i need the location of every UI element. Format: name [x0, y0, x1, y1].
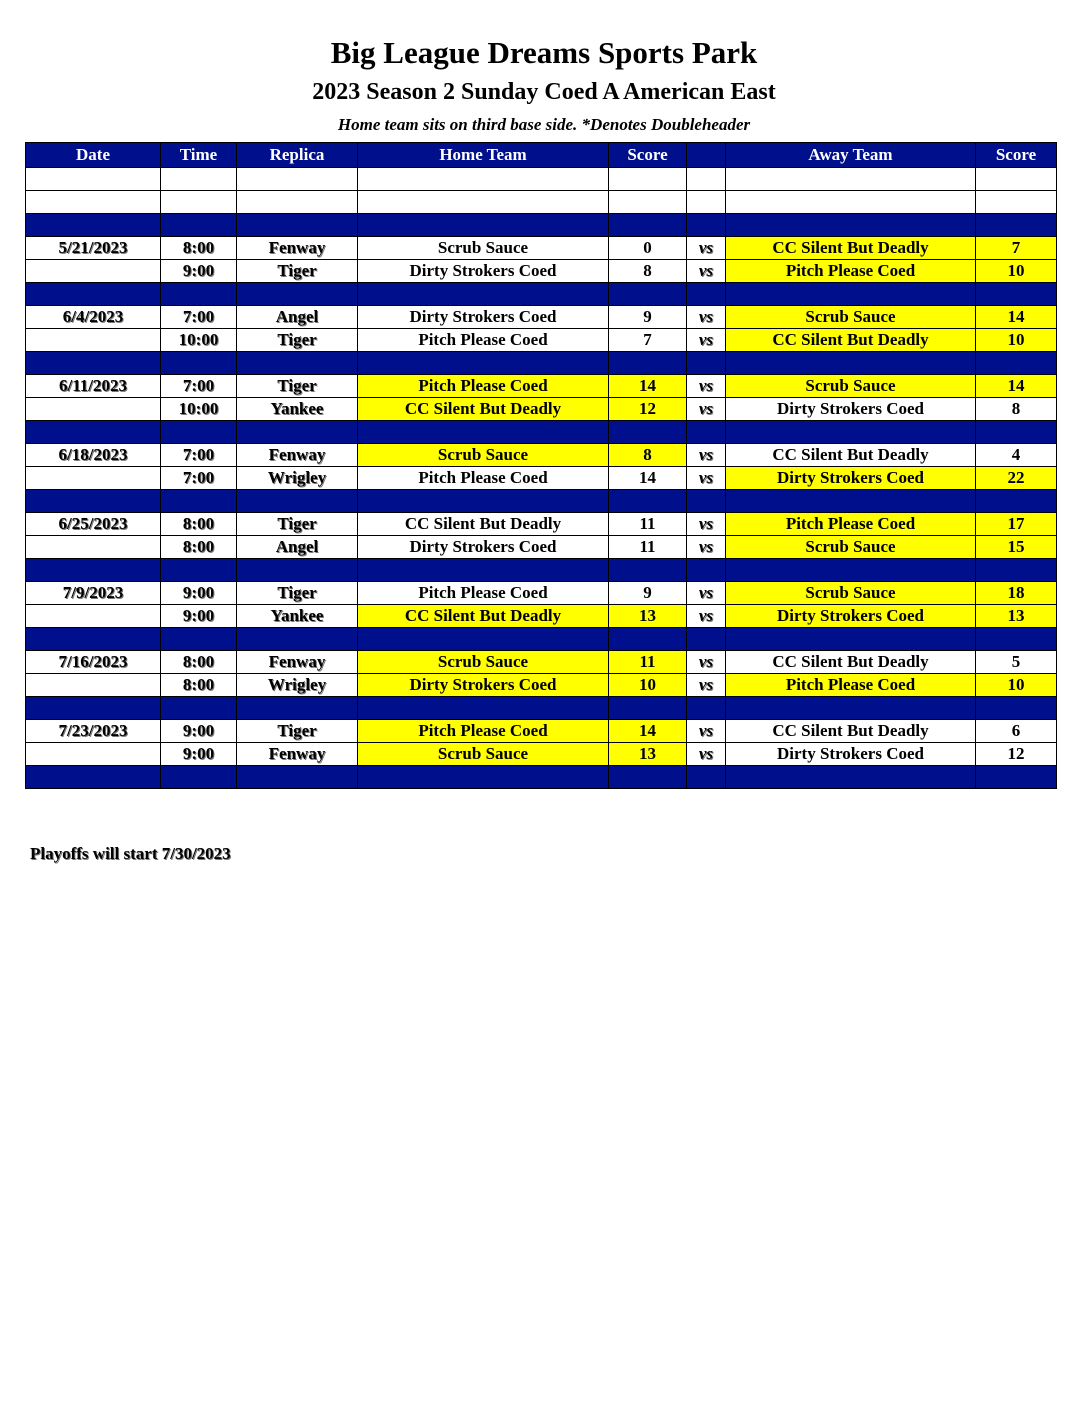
home-team: CC Silent But Deadly	[358, 398, 609, 421]
home-team: Dirty Strokers Coed	[358, 260, 609, 283]
away-score: 10	[976, 260, 1057, 283]
separator-row-cell	[358, 490, 609, 513]
separator-row-cell	[161, 352, 237, 375]
table-row	[26, 375, 1057, 398]
blank-row-cell	[726, 191, 976, 214]
home-team: Dirty Strokers Coed	[358, 306, 609, 329]
away-score: 14	[976, 375, 1057, 398]
table-row	[26, 306, 1057, 329]
vs-label: vs	[687, 329, 726, 352]
away-score: 6	[976, 720, 1057, 743]
separator-row	[26, 490, 1057, 513]
separator-row-cell	[609, 628, 687, 651]
blank-row-cell	[609, 191, 687, 214]
table-row	[26, 444, 1057, 467]
vs-label: vs	[687, 605, 726, 628]
game-time: 10:00	[161, 329, 237, 352]
away-team: Dirty Strokers Coed	[726, 743, 976, 766]
vs-label: vs	[687, 375, 726, 398]
col-date-header: Date	[26, 143, 161, 168]
away-score: 14	[976, 306, 1057, 329]
separator-row-cell	[609, 697, 687, 720]
separator-row-cell	[161, 421, 237, 444]
table-row	[26, 513, 1057, 536]
separator-row-cell	[237, 283, 358, 306]
home-team: Dirty Strokers Coed	[358, 536, 609, 559]
game-time: 10:00	[161, 398, 237, 421]
game-replica: Fenway	[237, 743, 358, 766]
table-row	[26, 605, 1057, 628]
separator-row-cell	[237, 766, 358, 789]
separator-row-cell	[358, 421, 609, 444]
home-score: 9	[609, 582, 687, 605]
away-score: 7	[976, 237, 1057, 260]
separator-row-cell	[976, 628, 1057, 651]
separator-row-cell	[609, 421, 687, 444]
blank-row-cell	[687, 191, 726, 214]
game-time: 7:00	[161, 467, 237, 490]
blank-row-cell	[358, 168, 609, 191]
home-score: 8	[609, 260, 687, 283]
away-score: 22	[976, 467, 1057, 490]
away-team: CC Silent But Deadly	[726, 237, 976, 260]
separator-row-cell	[26, 214, 161, 237]
game-time: 8:00	[161, 674, 237, 697]
col-vs-header	[687, 143, 726, 168]
separator-row-cell	[26, 490, 161, 513]
vs-label: vs	[687, 720, 726, 743]
table-row	[26, 398, 1057, 421]
home-score: 11	[609, 536, 687, 559]
blank-row-cell	[687, 168, 726, 191]
separator-row-cell	[726, 283, 976, 306]
blank-row-cell	[726, 168, 976, 191]
separator-row-cell	[687, 421, 726, 444]
separator-row-cell	[687, 352, 726, 375]
schedule-table	[25, 142, 1057, 789]
table-row	[26, 720, 1057, 743]
table-row	[26, 536, 1057, 559]
separator-row-cell	[726, 628, 976, 651]
away-team: CC Silent But Deadly	[726, 651, 976, 674]
separator-row-cell	[726, 214, 976, 237]
table-row	[26, 237, 1057, 260]
blank-row-cell	[26, 191, 161, 214]
away-team: Pitch Please Coed	[726, 674, 976, 697]
separator-row	[26, 283, 1057, 306]
separator-row	[26, 559, 1057, 582]
home-score: 14	[609, 467, 687, 490]
vs-label: vs	[687, 237, 726, 260]
separator-row-cell	[161, 628, 237, 651]
blank-row-cell	[237, 191, 358, 214]
separator-row-cell	[26, 766, 161, 789]
away-score: 15	[976, 536, 1057, 559]
home-team: Pitch Please Coed	[358, 720, 609, 743]
separator-row-cell	[609, 214, 687, 237]
game-date	[26, 605, 161, 628]
separator-row-cell	[26, 421, 161, 444]
separator-row-cell	[358, 283, 609, 306]
away-score: 12	[976, 743, 1057, 766]
blank-row-cell	[976, 191, 1057, 214]
home-score: 11	[609, 651, 687, 674]
game-date	[26, 398, 161, 421]
blank-row-cell	[358, 191, 609, 214]
game-time: 9:00	[161, 720, 237, 743]
vs-label: vs	[687, 260, 726, 283]
away-team: Dirty Strokers Coed	[726, 467, 976, 490]
game-time: 8:00	[161, 513, 237, 536]
vs-label: vs	[687, 467, 726, 490]
home-score: 0	[609, 237, 687, 260]
separator-row-cell	[237, 628, 358, 651]
away-score: 17	[976, 513, 1057, 536]
game-time: 7:00	[161, 444, 237, 467]
game-date: 7/9/2023	[26, 582, 161, 605]
separator-row-cell	[26, 352, 161, 375]
game-time: 9:00	[161, 582, 237, 605]
separator-row-cell	[726, 490, 976, 513]
home-team: CC Silent But Deadly	[358, 605, 609, 628]
separator-row-cell	[726, 697, 976, 720]
game-date: 7/23/2023	[26, 720, 161, 743]
schedule-note: Home team sits on third base side. *Denotes Doubleheader	[337, 115, 751, 134]
away-team: Dirty Strokers Coed	[726, 605, 976, 628]
separator-row-cell	[609, 766, 687, 789]
separator-row-cell	[161, 490, 237, 513]
vs-label: vs	[687, 536, 726, 559]
home-team: Pitch Please Coed	[358, 467, 609, 490]
game-date	[26, 674, 161, 697]
blank-row-cell	[976, 168, 1057, 191]
away-team: Scrub Sauce	[726, 375, 976, 398]
away-team: CC Silent But Deadly	[726, 720, 976, 743]
separator-row-cell	[358, 697, 609, 720]
game-replica: Tiger	[237, 720, 358, 743]
separator-row-cell	[976, 352, 1057, 375]
table-row	[26, 582, 1057, 605]
game-replica: Yankee	[237, 605, 358, 628]
playoffs-note: Playoffs will start 7/30/2023	[30, 844, 231, 863]
game-replica: Tiger	[237, 582, 358, 605]
separator-row-cell	[687, 283, 726, 306]
away-team: Pitch Please Coed	[726, 260, 976, 283]
game-replica: Angel	[237, 536, 358, 559]
separator-row-cell	[358, 628, 609, 651]
game-date	[26, 260, 161, 283]
col-away-team-header: Away Team	[726, 143, 976, 168]
page-title: Big League Dreams Sports Park	[330, 35, 758, 70]
table-row	[26, 467, 1057, 490]
separator-row-cell	[687, 214, 726, 237]
separator-row-cell	[358, 352, 609, 375]
game-date: 6/11/2023	[26, 375, 161, 398]
separator-row-cell	[161, 214, 237, 237]
separator-row-cell	[609, 352, 687, 375]
blank-row	[26, 191, 1057, 214]
separator-row-cell	[237, 214, 358, 237]
game-date: 7/16/2023	[26, 651, 161, 674]
home-team: Pitch Please Coed	[358, 582, 609, 605]
away-team: CC Silent But Deadly	[726, 444, 976, 467]
blank-row-cell	[161, 191, 237, 214]
home-team: Pitch Please Coed	[358, 375, 609, 398]
separator-row-cell	[358, 559, 609, 582]
vs-label: vs	[687, 513, 726, 536]
col-replica-header: Replica	[237, 143, 358, 168]
separator-row-cell	[687, 628, 726, 651]
vs-label: vs	[687, 444, 726, 467]
separator-row	[26, 766, 1057, 789]
away-team: CC Silent But Deadly	[726, 329, 976, 352]
game-replica: Wrigley	[237, 674, 358, 697]
separator-row-cell	[26, 628, 161, 651]
separator-row-cell	[161, 766, 237, 789]
table-row	[26, 260, 1057, 283]
game-date: 6/4/2023	[26, 306, 161, 329]
col-away-score-header: Score	[976, 143, 1057, 168]
table-row	[26, 674, 1057, 697]
separator-row-cell	[26, 283, 161, 306]
separator-row	[26, 697, 1057, 720]
separator-row-cell	[726, 421, 976, 444]
separator-row	[26, 628, 1057, 651]
separator-row-cell	[237, 697, 358, 720]
game-date: 5/21/2023	[26, 237, 161, 260]
separator-row-cell	[26, 559, 161, 582]
game-time: 9:00	[161, 743, 237, 766]
separator-row-cell	[976, 766, 1057, 789]
game-date: 6/25/2023	[26, 513, 161, 536]
separator-row-cell	[161, 283, 237, 306]
header-row	[26, 143, 1057, 168]
game-replica: Fenway	[237, 651, 358, 674]
separator-row-cell	[237, 352, 358, 375]
blank-row-cell	[237, 168, 358, 191]
away-score: 18	[976, 582, 1057, 605]
page-subtitle: 2023 Season 2 Sunday Coed A American East	[312, 79, 776, 105]
col-time-header: Time	[161, 143, 237, 168]
blank-row-cell	[609, 168, 687, 191]
away-score: 4	[976, 444, 1057, 467]
home-score: 11	[609, 513, 687, 536]
col-home-team-header: Home Team	[358, 143, 609, 168]
separator-row	[26, 352, 1057, 375]
table-row	[26, 329, 1057, 352]
separator-row-cell	[609, 283, 687, 306]
vs-label: vs	[687, 674, 726, 697]
separator-row	[26, 421, 1057, 444]
table-row	[26, 651, 1057, 674]
vs-label: vs	[687, 398, 726, 421]
separator-row-cell	[161, 697, 237, 720]
separator-row-cell	[609, 559, 687, 582]
separator-row-cell	[976, 283, 1057, 306]
game-time: 8:00	[161, 651, 237, 674]
separator-row	[26, 214, 1057, 237]
separator-row-cell	[976, 214, 1057, 237]
away-team: Pitch Please Coed	[726, 513, 976, 536]
game-time: 8:00	[161, 536, 237, 559]
separator-row-cell	[976, 490, 1057, 513]
blank-row	[26, 168, 1057, 191]
home-score: 9	[609, 306, 687, 329]
separator-row-cell	[687, 697, 726, 720]
table-row	[26, 743, 1057, 766]
separator-row-cell	[976, 421, 1057, 444]
game-time: 7:00	[161, 306, 237, 329]
vs-label: vs	[687, 743, 726, 766]
game-replica: Angel	[237, 306, 358, 329]
game-replica: Tiger	[237, 375, 358, 398]
away-score: 10	[976, 329, 1057, 352]
away-team: Scrub Sauce	[726, 582, 976, 605]
game-date: 6/18/2023	[26, 444, 161, 467]
home-team: Scrub Sauce	[358, 651, 609, 674]
away-score: 8	[976, 398, 1057, 421]
separator-row-cell	[726, 559, 976, 582]
away-team: Scrub Sauce	[726, 536, 976, 559]
away-team: Dirty Strokers Coed	[726, 398, 976, 421]
home-score: 10	[609, 674, 687, 697]
home-score: 14	[609, 375, 687, 398]
game-time: 7:00	[161, 375, 237, 398]
game-replica: Tiger	[237, 329, 358, 352]
game-date	[26, 329, 161, 352]
separator-row-cell	[687, 559, 726, 582]
blank-row-cell	[161, 168, 237, 191]
home-score: 14	[609, 720, 687, 743]
separator-row-cell	[976, 697, 1057, 720]
home-score: 8	[609, 444, 687, 467]
home-score: 13	[609, 743, 687, 766]
home-team: Scrub Sauce	[358, 237, 609, 260]
game-replica: Fenway	[237, 444, 358, 467]
separator-row-cell	[687, 490, 726, 513]
home-score: 13	[609, 605, 687, 628]
home-score: 7	[609, 329, 687, 352]
home-team: Scrub Sauce	[358, 444, 609, 467]
separator-row-cell	[609, 490, 687, 513]
separator-row-cell	[237, 559, 358, 582]
separator-row-cell	[237, 490, 358, 513]
away-score: 13	[976, 605, 1057, 628]
away-score: 5	[976, 651, 1057, 674]
vs-label: vs	[687, 582, 726, 605]
game-date	[26, 536, 161, 559]
game-replica: Yankee	[237, 398, 358, 421]
away-score: 10	[976, 674, 1057, 697]
game-time: 9:00	[161, 605, 237, 628]
game-replica: Fenway	[237, 237, 358, 260]
separator-row-cell	[161, 559, 237, 582]
vs-label: vs	[687, 306, 726, 329]
separator-row-cell	[237, 421, 358, 444]
col-home-score-header: Score	[609, 143, 687, 168]
home-team: Pitch Please Coed	[358, 329, 609, 352]
game-replica: Tiger	[237, 513, 358, 536]
separator-row-cell	[976, 559, 1057, 582]
blank-row-cell	[26, 168, 161, 191]
game-replica: Wrigley	[237, 467, 358, 490]
separator-row-cell	[726, 352, 976, 375]
away-team: Scrub Sauce	[726, 306, 976, 329]
home-team: CC Silent But Deadly	[358, 513, 609, 536]
home-score: 12	[609, 398, 687, 421]
separator-row-cell	[687, 766, 726, 789]
game-time: 8:00	[161, 237, 237, 260]
separator-row-cell	[26, 697, 161, 720]
separator-row-cell	[358, 766, 609, 789]
game-date	[26, 467, 161, 490]
home-team: Scrub Sauce	[358, 743, 609, 766]
game-replica: Tiger	[237, 260, 358, 283]
separator-row-cell	[358, 214, 609, 237]
game-date	[26, 743, 161, 766]
home-team: Dirty Strokers Coed	[358, 674, 609, 697]
separator-row-cell	[726, 766, 976, 789]
vs-label: vs	[687, 651, 726, 674]
game-time: 9:00	[161, 260, 237, 283]
